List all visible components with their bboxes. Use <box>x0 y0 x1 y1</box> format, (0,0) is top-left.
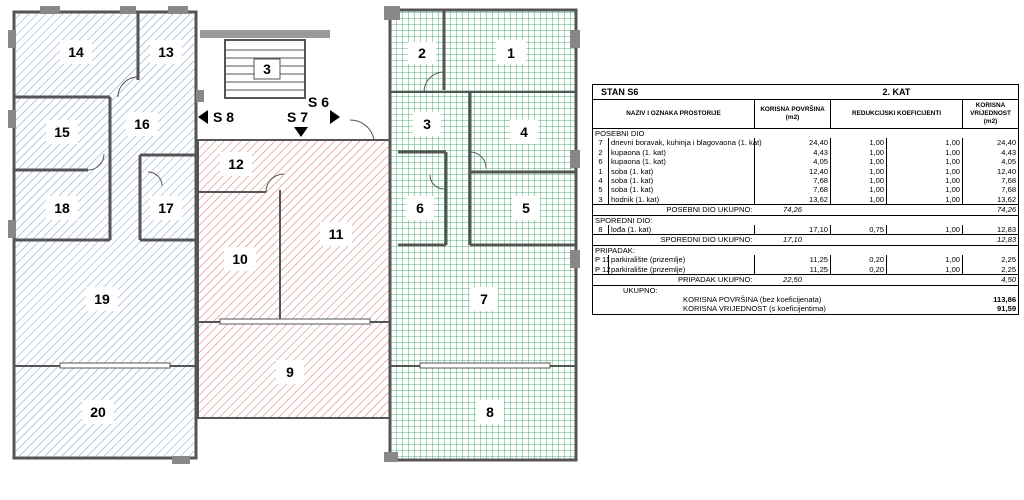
table-row <box>593 255 1019 264</box>
room-label-13: 13 <box>158 44 174 60</box>
room-name: dnevni boravak, kuhinja i blagovaona (1. kat) <box>609 138 755 147</box>
total-label: POSEBNI DIO UKUPNO: <box>593 205 755 215</box>
room-number: 5 <box>593 185 609 194</box>
room-number: 3 <box>593 195 609 205</box>
room-number: 2 <box>593 148 609 157</box>
coefficient-1: 1,00 <box>831 167 887 176</box>
room-name: kupaona (1. kat) <box>609 148 755 157</box>
room-label-19: 19 <box>94 291 110 307</box>
unit-label-s6: S 6 <box>308 94 330 110</box>
total-area: 22,50 <box>755 275 831 285</box>
section-sporedni <box>593 215 1019 225</box>
posebni-total-row <box>593 205 1019 215</box>
coefficient-1: 1,00 <box>831 138 887 147</box>
pripadak-total-row <box>593 275 1019 285</box>
room-label-17: 17 <box>158 200 174 216</box>
coefficient-2: 1,00 <box>887 265 963 275</box>
room-label-8: 8 <box>486 404 494 420</box>
arrow-down-icon <box>294 127 308 137</box>
room-area: 24,40 <box>755 138 831 147</box>
room-name: soba (1. kat) <box>609 176 755 185</box>
room-number: P 12 <box>593 265 609 275</box>
coefficient-1: 1,00 <box>831 176 887 185</box>
room-name: hodnik (1. kat) <box>609 195 755 205</box>
room-label-6: 6 <box>416 200 424 216</box>
ukupno-label: UKUPNO: <box>593 285 1019 295</box>
room-area: 17,10 <box>755 225 831 235</box>
room-value: 2,25 <box>963 255 1019 264</box>
room-number: 8 <box>593 225 609 235</box>
room-number: 1 <box>593 167 609 176</box>
ukupno-area-row <box>593 295 1019 304</box>
pripadak-rows <box>593 255 1019 274</box>
table-row <box>593 138 1019 147</box>
header-value: KORISNA VRIJEDNOST (m2) <box>963 100 1019 129</box>
table-row <box>593 157 1019 166</box>
area-table <box>592 84 1018 315</box>
room-value: 12,83 <box>963 225 1019 235</box>
arrow-left-icon <box>198 110 208 124</box>
room-label-10: 10 <box>232 251 248 267</box>
header-name: NAZIV I OZNAKA PROSTORIJE <box>593 100 755 129</box>
room-name: parkiralište (prizemlje) <box>609 255 755 264</box>
total-value: 12,83 <box>963 235 1019 245</box>
room-value: 7,68 <box>963 185 1019 194</box>
room-label-12: 12 <box>228 156 244 172</box>
room-name: kupaona (1. kat) <box>609 157 755 166</box>
unit-label-s7: S 7 <box>287 109 309 125</box>
room-value: 7,68 <box>963 176 1019 185</box>
area-table-grid <box>592 84 1019 315</box>
room-area: 11,25 <box>755 255 831 264</box>
room-label-7: 7 <box>480 291 488 307</box>
room-label-20: 20 <box>90 404 106 420</box>
room-label-11: 11 <box>328 226 344 242</box>
room-label-1: 1 <box>507 45 515 61</box>
ukupno-value-row <box>593 304 1019 314</box>
table-header-row <box>593 100 1019 129</box>
room-number: 4 <box>593 176 609 185</box>
section-posebni <box>593 129 1019 139</box>
room-name: soba (1. kat) <box>609 167 755 176</box>
sporedni-total-row <box>593 235 1019 245</box>
coefficient-1: 1,00 <box>831 185 887 194</box>
total-label: SPOREDNI DIO UKUPNO: <box>593 235 755 245</box>
section-label: PRIPADAK: <box>593 245 1019 255</box>
coefficient-2: 1,00 <box>887 138 963 147</box>
header-area: KORISNA POVRŠINA (m2) <box>755 100 831 129</box>
total-area: 74,26 <box>755 205 831 215</box>
room-area: 4,05 <box>755 157 831 166</box>
coefficient-1: 0,20 <box>831 265 887 275</box>
ukupno-label-row <box>593 285 1019 295</box>
room-area: 7,68 <box>755 176 831 185</box>
posebni-rows <box>593 138 1019 204</box>
table-row <box>593 176 1019 185</box>
table-title-right: 2. KAT <box>831 85 1019 100</box>
table-title-left: STAN S6 <box>593 85 831 100</box>
room-name: lođa (1. kat) <box>609 225 755 235</box>
coefficient-2: 1,00 <box>887 176 963 185</box>
table-row <box>593 148 1019 157</box>
coefficient-1: 1,00 <box>831 157 887 166</box>
room-number: P 11 <box>593 255 609 264</box>
coefficient-1: 0,75 <box>831 225 887 235</box>
total-value: 4,50 <box>963 275 1019 285</box>
coefficient-1: 1,00 <box>831 195 887 205</box>
coefficient-2: 1,00 <box>887 255 963 264</box>
room-label-4: 4 <box>520 124 528 140</box>
room-area: 13,62 <box>755 195 831 205</box>
total-value: 74,26 <box>963 205 1019 215</box>
header-coefficients: REDUKCIJSKI KOEFICIJENTI <box>831 100 963 129</box>
room-number: 7 <box>593 138 609 147</box>
section-pripadak <box>593 245 1019 255</box>
unit-label-s8: S 8 <box>213 109 235 125</box>
room-label-14: 14 <box>68 44 84 60</box>
ukupno-value-label: KORISNA VRIJEDNOST (s koeficijentima) <box>593 304 963 314</box>
room-label-5: 5 <box>522 200 530 216</box>
table-row <box>593 167 1019 176</box>
ukupno-value-value: 91,59 <box>963 304 1019 314</box>
room-label-16: 16 <box>134 116 150 132</box>
section-label: SPOREDNI DIO: <box>593 215 1019 225</box>
room-label-9: 9 <box>286 364 294 380</box>
coefficient-1: 1,00 <box>831 148 887 157</box>
room-area: 11,25 <box>755 265 831 275</box>
coefficient-1: 0,20 <box>831 255 887 264</box>
table-row <box>593 265 1019 275</box>
room-value: 13,62 <box>963 195 1019 205</box>
apartment-s8 <box>8 6 196 464</box>
room-label-15: 15 <box>54 124 70 140</box>
coefficient-2: 1,00 <box>887 225 963 235</box>
table-row <box>593 225 1019 235</box>
ukupno-area-label: KORISNA POVRŠINA (bez koeficijenata) <box>593 295 963 304</box>
table-row <box>593 185 1019 194</box>
room-value: 12,40 <box>963 167 1019 176</box>
room-label-3: 3 <box>423 116 431 132</box>
sporedni-rows <box>593 225 1019 235</box>
room-name: soba (1. kat) <box>609 185 755 194</box>
table-row <box>593 195 1019 205</box>
coefficient-2: 1,00 <box>887 185 963 194</box>
room-value: 2,25 <box>963 265 1019 275</box>
ukupno-area-value: 113,86 <box>963 295 1019 304</box>
coefficient-2: 1,00 <box>887 167 963 176</box>
total-area: 17,10 <box>755 235 831 245</box>
total-label: PRIPADAK UKUPNO: <box>593 275 755 285</box>
room-value: 4,05 <box>963 157 1019 166</box>
room-value: 24,40 <box>963 138 1019 147</box>
room-number: 6 <box>593 157 609 166</box>
coefficient-2: 1,00 <box>887 157 963 166</box>
room-value: 4,43 <box>963 148 1019 157</box>
room-area: 12,40 <box>755 167 831 176</box>
table-title-row <box>593 85 1019 100</box>
coefficient-2: 1,00 <box>887 195 963 205</box>
room-label-18: 18 <box>54 200 70 216</box>
room-area: 7,68 <box>755 185 831 194</box>
room-label-2: 2 <box>418 45 426 61</box>
arrow-right-icon <box>330 110 340 124</box>
room-label-stair: 3 <box>263 61 271 77</box>
room-name: parkiralište (prizemlje) <box>609 265 755 275</box>
room-area: 4,43 <box>755 148 831 157</box>
section-label: POSEBNI DIO <box>593 129 1019 139</box>
coefficient-2: 1,00 <box>887 148 963 157</box>
